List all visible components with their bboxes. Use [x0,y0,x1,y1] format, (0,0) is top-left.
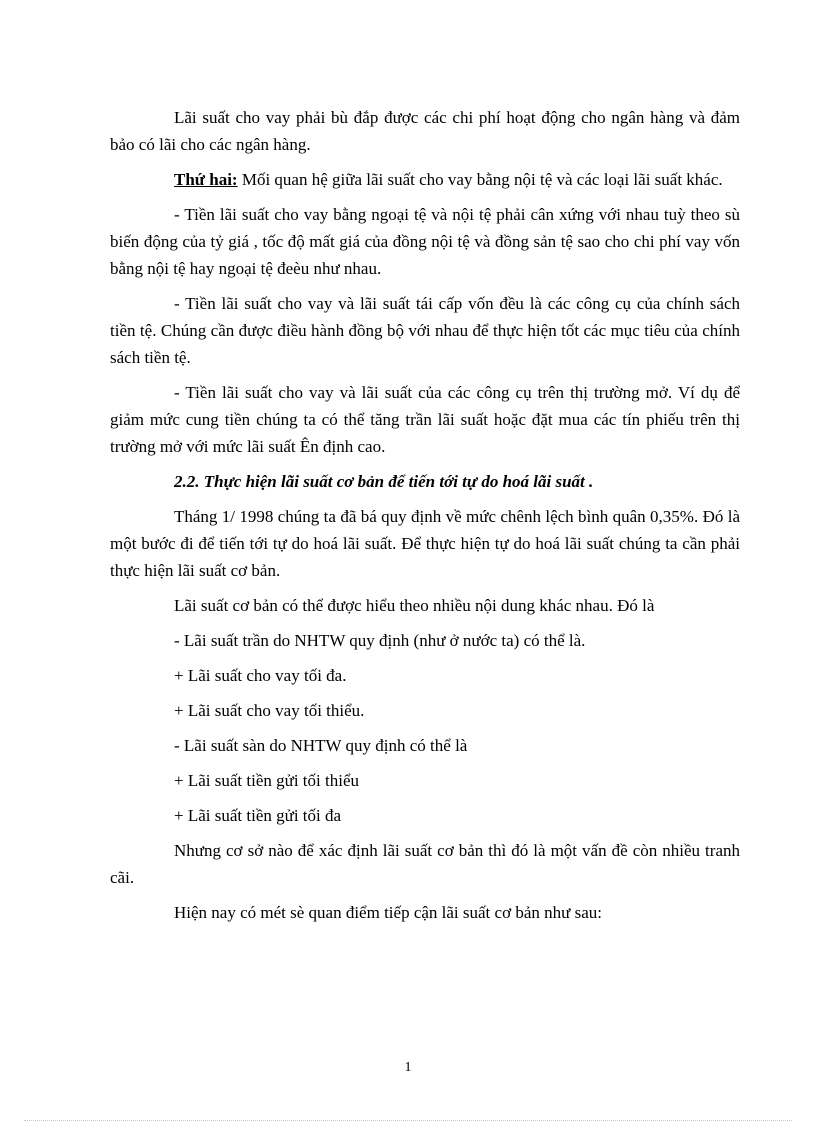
list-item: + Lãi suất cho vay tối đa. [174,666,347,685]
paragraph: - Tiền lãi suất cho vay và lãi suất của các công cụ trên thị trường mở. Ví dụ để giảm mức cung tiền chúng ta có thể tăng trần lãi suất hoặc đặt mua các tín phiếu trên thị trường mở với mức lãi suất Ên định cao. [110,383,740,456]
page-divider [24,1120,792,1121]
paragraph: Tháng 1/ 1998 chúng ta đã bá quy định về mức chênh lệch bình quân 0,35%. Đó là một bước đi để tiến tới tự do hoá lãi suất. Để thực hiện tự do hoá lãi suất chúng ta cần phải thực hiện lãi suất cơ bản. [110,507,740,580]
list-item: - Lãi suất sàn do NHTW quy định có thể là [174,736,468,755]
paragraph: Nhưng cơ sở nào để xác định lãi suất cơ bản thì đó là một vấn đề còn nhiều tranh cãi. [110,841,740,887]
page-number: 1 [404,1060,412,1075]
paragraph: - Tiền lãi suất cho vay và lãi suất tái cấp vốn đều là các công cụ của chính sách tiền tệ. Chúng cần được điều hành đồng bộ với nhau để thực hiện tốt các mục tiêu của chính sách tiền tệ. [110,294,740,367]
document-body [110,104,740,934]
list-item: + Lãi suất cho vay tối thiểu. [174,701,365,720]
paragraph-thu-hai [110,166,740,193]
list-item: - Lãi suất trần do NHTW quy định (như ở nước ta) có thể là. [174,631,586,650]
list-item: Hiện nay có mét sè quan điểm tiếp cận lãi suất cơ bản như sau: [174,903,602,922]
list-item: + Lãi suất tiền gửi tối đa [174,806,342,825]
paragraph-label: Thứ hai: [174,170,238,189]
paragraph: - Tiền lãi suất cho vay bằng ngoại tệ và nội tệ phải cân xứng với nhau tuỳ theo sù biến động của tỷ giá , tốc độ mất giá của đồng nội tệ và đồng sản tệ sao cho chi phí vay vốn bằng nội tệ hay ngoại tệ đeèu như nhau. [110,205,740,278]
list-item: + Lãi suất tiền gửi tối thiểu [174,771,359,790]
paragraph: Lãi suất cho vay phải bù đắp được các chi phí hoạt động cho ngân hàng và đảm bảo có lãi cho các ngân hàng. [110,108,740,154]
section-heading: 2.2. Thực hiện lãi suất cơ bản để tiến tới tự do hoá lãi suất . [174,472,594,491]
paragraph-text: Mối quan hệ giữa lãi suất cho vay bằng nội tệ và các loại lãi suất khác. [237,170,723,189]
list-item: Lãi suất cơ bản có thể được hiểu theo nhiều nội dung khác nhau. Đó là [174,596,655,615]
